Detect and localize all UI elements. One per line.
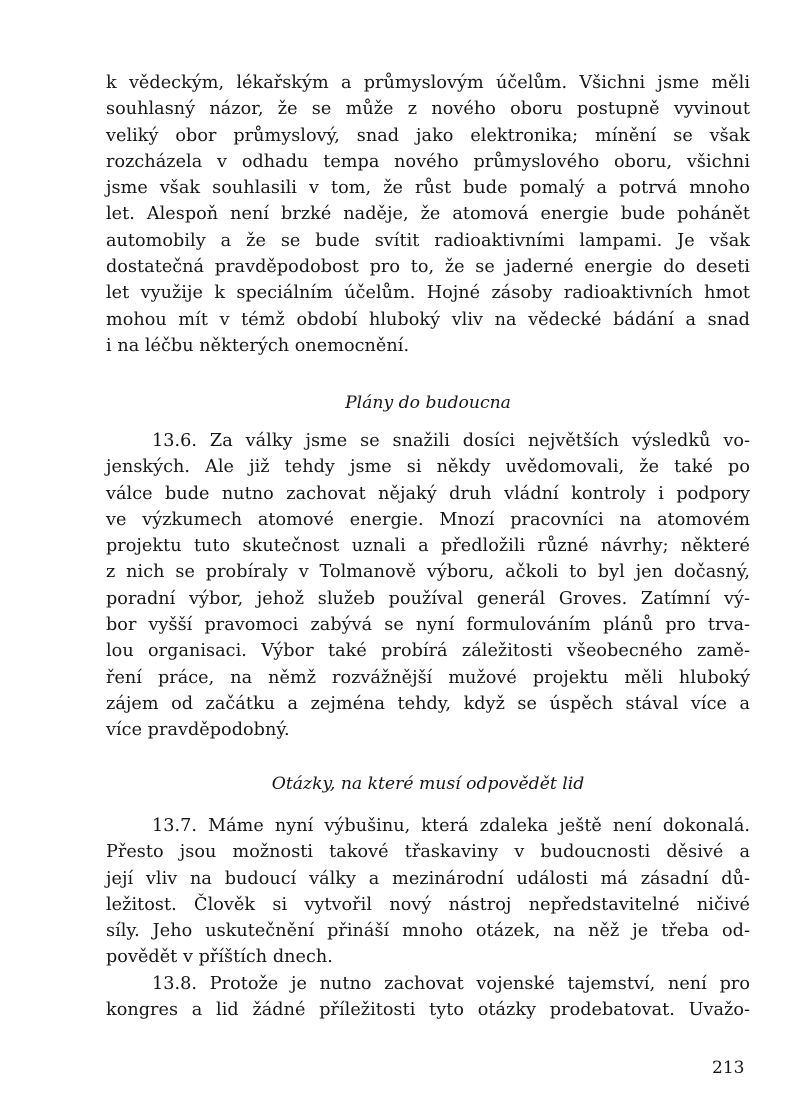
text-line: kongres a lid žádné příležitosti tyto otázky prodebatovat. Uvažo- — [106, 1000, 750, 1021]
section-heading-questions: Otázky, na které musí odpovědět lid — [271, 774, 585, 794]
text-line: více pravděpodobný. — [106, 720, 290, 741]
text-line: ležitost. Člověk si vytvořil nový nástroj nepředstavitelné ničivé — [106, 894, 750, 915]
text-line: bor vyšší pravomoci zabývá se nyní formulováním plánů pro trva- — [106, 615, 750, 636]
text-line: projektu tuto skutečnost uznali a předložili různé návrhy; některé — [106, 536, 750, 557]
text-line: veliký obor průmyslový, snad jako elektronika; mínění se však — [106, 125, 750, 146]
text-line: 13.7. Máme nyní výbušinu, která zdaleka ještě není dokonalá. — [152, 816, 750, 836]
text-line: její vliv na budoucí války a mezinárodní události má zásadní dů- — [106, 868, 750, 889]
text-line: ve výzkumech atomové energie. Mnozí pracovníci na atomovém — [106, 509, 750, 530]
text-line: ření práce, na němž rozvážnější mužové projektu měli hluboký — [106, 667, 750, 688]
text-line: jsme však souhlasili v tom, že růst bude pomalý a potrvá mnoho — [106, 178, 750, 199]
text-line: zájem od začátku a zejména tehdy, když se úspěch stával více a — [106, 693, 750, 714]
text-line: mohou mít v témž období hluboký vliv na vědecké bádání a snad — [106, 309, 750, 330]
text-line: dostatečná pravděpodobost pro to, že se jaderné energie do deseti — [106, 257, 750, 278]
text-line: jenských. Ale již tehdy jsme si někdy uvědomovali, že také po — [106, 457, 750, 478]
text-line: válce bude nutno zachovat nějaký druh vládní kontroly i podpory — [106, 483, 750, 504]
text-line: automobily a že se bude svítit radioaktivními lampami. Je však — [106, 230, 750, 251]
section-heading-plans: Plány do budoucna — [345, 393, 511, 413]
text-line: souhlasný názor, že se může z nového oboru postupně vyvinout — [106, 99, 750, 120]
text-line: poradní výbor, jehož služeb používal generál Groves. Zatímní vý- — [106, 588, 750, 609]
text-line: povědět v příštích dnech. — [106, 947, 333, 968]
text-line: z nich se probíraly v Tolmanově výboru, ačkoli to byl jen dočasný, — [106, 562, 750, 583]
text-line: síly. Jeho uskutečnění přináší mnoho otázek, na něž je třeba od- — [106, 921, 750, 942]
text-line: let využije k speciálním účelům. Hojné zásoby radioaktivních hmot — [106, 283, 750, 304]
text-line: i na léčbu některých onemocnění. — [106, 335, 410, 356]
text-line: 13.8. Protože je nutno zachovat vojenské tajemství, není pro — [152, 973, 750, 994]
section-13-7-and-13-8 — [106, 813, 750, 1023]
text-line: rozcházela v odhadu tempa nového průmyslového oboru, všichni — [106, 151, 750, 172]
section-13-6 — [106, 428, 750, 744]
text-line: let. Alespoň není brzké naděje, že atomová energie bude pohánět — [106, 204, 750, 225]
paragraph-intro — [106, 70, 750, 359]
page-number: 213 — [712, 1058, 745, 1078]
text-line: k vědeckým, lékařským a průmyslovým účelům. Všichni jsme měli — [106, 73, 750, 93]
text-line: 13.6. Za války jsme se snažili dosíci největších výsledků vo- — [152, 431, 750, 451]
text-line: lou organisaci. Výbor také probírá záležitosti všeobecného zamě- — [106, 641, 750, 662]
text-line: Přesto jsou možnosti takové třaskaviny v budoucnosti děsivé a — [106, 842, 750, 863]
